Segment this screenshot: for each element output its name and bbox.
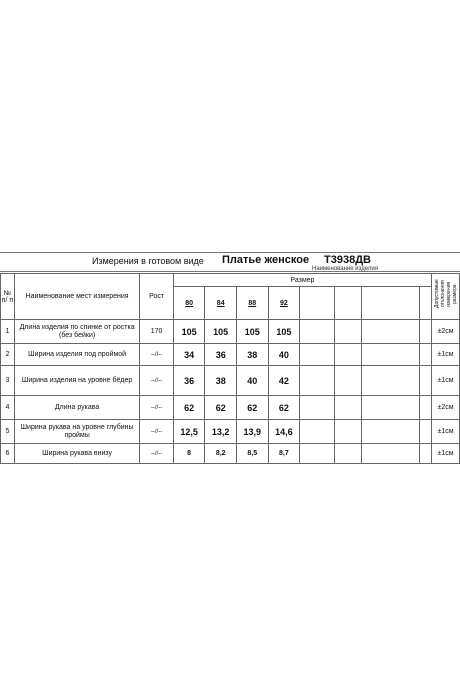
- row-name: Длина рукава: [14, 396, 140, 420]
- row-value: 8: [173, 444, 205, 464]
- empty-cell: [362, 444, 420, 464]
- row-num: 5: [1, 420, 15, 444]
- row-value: 38: [205, 366, 237, 396]
- col-tolerance-header: [432, 274, 460, 320]
- row-num: 4: [1, 396, 15, 420]
- empty-cell: [362, 344, 420, 366]
- measure-label: Измерения в готовом виде: [92, 256, 204, 266]
- size-empty: [420, 287, 432, 320]
- product-name: Платье женское: [222, 254, 310, 266]
- col-height-header: Рост: [140, 274, 173, 320]
- empty-cell: [420, 366, 432, 396]
- row-name: Ширина изделия под проймой: [14, 344, 140, 366]
- row-name: Длина изделия по спинке от ростка (без бейки): [14, 320, 140, 344]
- row-value: 13,2: [205, 420, 237, 444]
- col-name-header: Наименование мест измерения: [14, 274, 140, 320]
- title-row: [0, 252, 460, 272]
- empty-cell: [335, 444, 362, 464]
- empty-cell: [335, 396, 362, 420]
- empty-cell: [300, 366, 335, 396]
- empty-cell: [335, 344, 362, 366]
- row-value: 62: [268, 396, 300, 420]
- size-88: 88: [236, 287, 268, 320]
- empty-cell: [362, 320, 420, 344]
- row-name: Ширина изделия на уровне бёдер: [14, 366, 140, 396]
- row-num: 3: [1, 366, 15, 396]
- row-value: 40: [268, 344, 300, 366]
- row-value: 13,9: [236, 420, 268, 444]
- empty-cell: [335, 420, 362, 444]
- empty-cell: [420, 320, 432, 344]
- empty-cell: [420, 420, 432, 444]
- row-height: --//--: [140, 344, 173, 366]
- row-tolerance: ±1см: [432, 444, 460, 464]
- tolerance-label: Допустимые отклонения измерения размера: [433, 279, 458, 309]
- col-size-header: Размер: [173, 274, 431, 287]
- row-tolerance: ±2см: [432, 396, 460, 420]
- row-value: 42: [268, 366, 300, 396]
- row-num: 6: [1, 444, 15, 464]
- size-empty: [362, 287, 420, 320]
- empty-cell: [362, 420, 420, 444]
- row-value: 62: [205, 396, 237, 420]
- row-value: 105: [236, 320, 268, 344]
- row-value: 14,6: [268, 420, 300, 444]
- table-row: [1, 420, 460, 444]
- row-tolerance: ±1см: [432, 344, 460, 366]
- row-name: Ширина рукава на уровне глубины проймы: [14, 420, 140, 444]
- table-row: [1, 344, 460, 366]
- row-value: 105: [268, 320, 300, 344]
- row-tolerance: ±1см: [432, 420, 460, 444]
- empty-cell: [300, 444, 335, 464]
- table-row: [1, 320, 460, 344]
- empty-cell: [420, 396, 432, 420]
- row-value: 34: [173, 344, 205, 366]
- row-height: --//--: [140, 366, 173, 396]
- row-value: 8,7: [268, 444, 300, 464]
- empty-cell: [362, 366, 420, 396]
- size-92: 92: [268, 287, 300, 320]
- empty-cell: [300, 344, 335, 366]
- row-value: 8,2: [205, 444, 237, 464]
- empty-cell: [420, 344, 432, 366]
- empty-cell: [300, 420, 335, 444]
- empty-cell: [335, 366, 362, 396]
- row-num: 1: [1, 320, 15, 344]
- size-empty: [300, 287, 335, 320]
- size-84: 84: [205, 287, 237, 320]
- table-row: [1, 396, 460, 420]
- row-name: Ширина рукава внизу: [14, 444, 140, 464]
- row-value: 36: [205, 344, 237, 366]
- row-height: --//--: [140, 444, 173, 464]
- row-value: 105: [173, 320, 205, 344]
- table-row: [1, 444, 460, 464]
- empty-cell: [300, 396, 335, 420]
- empty-cell: [362, 396, 420, 420]
- row-tolerance: ±1см: [432, 366, 460, 396]
- empty-cell: [300, 320, 335, 344]
- row-value: 36: [173, 366, 205, 396]
- row-value: 40: [236, 366, 268, 396]
- row-num: 2: [1, 344, 15, 366]
- size-empty: [335, 287, 362, 320]
- row-height: --//--: [140, 420, 173, 444]
- row-value: 12,5: [173, 420, 205, 444]
- row-value: 8,5: [236, 444, 268, 464]
- product-subnote: Наименование изделия: [312, 266, 378, 272]
- row-height: 170: [140, 320, 173, 344]
- row-value: 62: [236, 396, 268, 420]
- row-value: 62: [173, 396, 205, 420]
- row-height: --//--: [140, 396, 173, 420]
- row-value: 105: [205, 320, 237, 344]
- size-80: 80: [173, 287, 205, 320]
- empty-cell: [335, 320, 362, 344]
- measurement-table: [0, 273, 460, 464]
- table-row: [1, 366, 460, 396]
- product-code: Т3938ДВ: [324, 254, 371, 266]
- col-num-header: № п/ п: [1, 274, 15, 320]
- row-tolerance: ±2см: [432, 320, 460, 344]
- row-value: 38: [236, 344, 268, 366]
- empty-cell: [420, 444, 432, 464]
